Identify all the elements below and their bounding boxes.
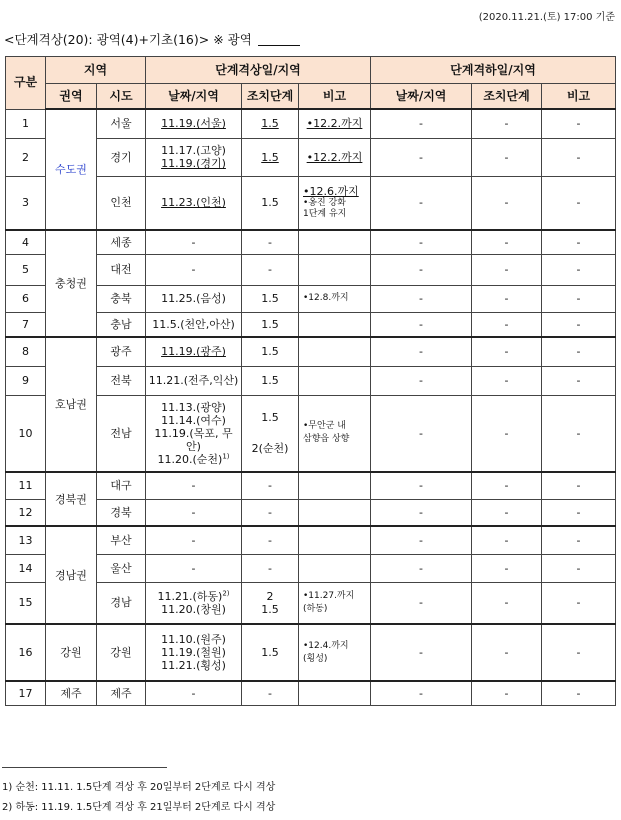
down-level-cell: - — [472, 366, 542, 395]
table-row — [6, 254, 616, 285]
up-level-cell — [242, 109, 299, 138]
up-date-line — [147, 453, 240, 466]
spacer — [243, 424, 297, 442]
up-date-line: 11.19.(경기) — [161, 157, 226, 170]
up-note-line: 삼향읍 상향 — [303, 434, 350, 445]
up-note-cell — [299, 624, 371, 681]
down-note-cell: - — [542, 176, 616, 230]
table-row — [6, 285, 616, 312]
table-caption — [4, 30, 300, 48]
down-level-cell: - — [472, 285, 542, 312]
up-date-text: 11.20.(순천) — [157, 452, 223, 466]
down-note-cell: - — [542, 681, 616, 705]
up-date-cell: - — [146, 472, 242, 499]
sido-cell: 대구 — [97, 472, 146, 499]
up-level-line: 1.5 — [261, 411, 279, 425]
up-level-line: 2(순천) — [251, 442, 289, 456]
up-note-cell — [299, 312, 371, 337]
row-number: 9 — [6, 366, 46, 395]
up-level-text: 1.5 — [261, 117, 279, 131]
up-level-cell — [242, 395, 299, 472]
up-level-cell — [242, 582, 299, 624]
header-down-date-region: 날짜/지역 — [371, 84, 472, 110]
down-note-cell: - — [542, 285, 616, 312]
up-note-text: •12.2.까지 — [306, 150, 363, 164]
table-row — [6, 337, 616, 366]
sido-cell: 강원 — [97, 624, 146, 681]
up-date-cell — [146, 395, 242, 472]
up-date-cell: - — [146, 526, 242, 554]
up-date-text: 11.19.(광주) — [161, 345, 226, 359]
up-note-line: (횡성) — [303, 653, 328, 664]
up-date-cell — [146, 109, 242, 138]
area-sudo: 수도권 — [46, 109, 97, 230]
up-note-cell — [299, 109, 371, 138]
up-date-text: 11.23.(인천) — [161, 196, 226, 210]
sido-cell: 부산 — [97, 526, 146, 554]
up-level-cell: 1.5 — [242, 337, 299, 366]
row-number: 17 — [6, 681, 46, 705]
up-date-cell: - — [146, 254, 242, 285]
row-number: 16 — [6, 624, 46, 681]
footnote-ref-2: 2) — [222, 589, 230, 598]
row-number: 11 — [6, 472, 46, 499]
up-date-cell — [146, 138, 242, 176]
sido-cell: 제주 — [97, 681, 146, 705]
header-stage-up: 단계격상일/지역 — [146, 57, 371, 84]
row-number: 15 — [6, 582, 46, 624]
up-level-cell: - — [242, 681, 299, 705]
up-note-cell — [299, 472, 371, 499]
up-level-text: 1.5 — [261, 150, 279, 164]
table-row — [6, 176, 616, 230]
up-note-line: •옹진 강화 — [303, 198, 346, 209]
down-level-cell: - — [472, 230, 542, 254]
down-date-cell: - — [371, 109, 472, 138]
up-note-cell — [299, 554, 371, 582]
up-level-line: 1.5 — [261, 602, 279, 616]
up-note-cell — [299, 254, 371, 285]
sido-cell: 경기 — [97, 138, 146, 176]
row-number: 6 — [6, 285, 46, 312]
up-date-cell: 11.25.(음성) — [146, 285, 242, 312]
down-level-cell: - — [472, 624, 542, 681]
up-level-cell: - — [242, 526, 299, 554]
down-date-cell: - — [371, 499, 472, 526]
table-row — [6, 472, 616, 499]
up-date-line: 11.10.(원주) — [161, 633, 226, 646]
area-chungcheong: 충청권 — [46, 230, 97, 337]
table-row — [6, 526, 616, 554]
header-up-note: 비고 — [299, 84, 371, 110]
sido-cell: 세종 — [97, 230, 146, 254]
up-note-line: •12.6.까지 — [303, 185, 359, 199]
down-date-cell: - — [371, 554, 472, 582]
down-date-cell: - — [371, 526, 472, 554]
footnote-1: 1) 순천: 11.11. 1.5단계 격상 후 20일부터 2단계로 다시 격상 — [2, 782, 276, 793]
down-date-cell: - — [371, 366, 472, 395]
down-level-cell: - — [472, 254, 542, 285]
down-level-cell: - — [472, 337, 542, 366]
sido-cell: 광주 — [97, 337, 146, 366]
header-up-date-region: 날짜/지역 — [146, 84, 242, 110]
header-stage-down: 단계격하일/지역 — [371, 57, 616, 84]
header-down-level: 조치단계 — [472, 84, 542, 110]
down-date-cell: - — [371, 138, 472, 176]
up-date-cell: - — [146, 554, 242, 582]
table-row — [6, 499, 616, 526]
up-note-cell — [299, 176, 371, 230]
up-date-line — [147, 590, 240, 603]
sido-cell: 경북 — [97, 499, 146, 526]
up-note-line: •무안군 내 — [303, 421, 346, 432]
row-number: 2 — [6, 138, 46, 176]
sido-cell: 충남 — [97, 312, 146, 337]
up-level-cell: 1.5 — [242, 312, 299, 337]
down-date-cell: - — [371, 176, 472, 230]
sido-cell: 인천 — [97, 176, 146, 230]
table-row — [6, 138, 616, 176]
table-row — [6, 109, 616, 138]
up-date-cell — [146, 176, 242, 230]
down-note-cell: - — [542, 138, 616, 176]
up-date-line: 11.17.(고양) — [161, 144, 226, 157]
sido-cell: 충북 — [97, 285, 146, 312]
caption-blank-line — [258, 45, 300, 46]
down-level-cell: - — [472, 109, 542, 138]
row-number: 14 — [6, 554, 46, 582]
up-level-cell: - — [242, 254, 299, 285]
down-level-cell: - — [472, 312, 542, 337]
down-note-cell: - — [542, 366, 616, 395]
down-level-cell: - — [472, 499, 542, 526]
table-row — [6, 366, 616, 395]
table-row — [6, 681, 616, 705]
area-gangwon: 강원 — [46, 624, 97, 681]
down-note-cell: - — [542, 109, 616, 138]
header-up-level: 조치단계 — [242, 84, 299, 110]
sido-cell: 대전 — [97, 254, 146, 285]
down-note-cell: - — [542, 337, 616, 366]
up-note-cell — [299, 366, 371, 395]
down-date-cell: - — [371, 337, 472, 366]
up-date-cell — [146, 582, 242, 624]
header-down-note: 비고 — [542, 84, 616, 110]
table-row — [6, 554, 616, 582]
down-level-cell: - — [472, 681, 542, 705]
footnote-ref-1: 1) — [222, 452, 230, 461]
down-note-cell: - — [542, 254, 616, 285]
stage-adjustment-table — [5, 56, 616, 706]
up-level-cell: - — [242, 554, 299, 582]
down-date-cell: - — [371, 681, 472, 705]
up-note-cell — [299, 499, 371, 526]
up-note-cell — [299, 526, 371, 554]
down-note-cell: - — [542, 230, 616, 254]
down-level-cell: - — [472, 526, 542, 554]
down-level-cell: - — [472, 554, 542, 582]
down-date-cell: - — [371, 624, 472, 681]
sido-cell: 울산 — [97, 554, 146, 582]
up-note-line: •12.4.까지 — [303, 640, 349, 651]
up-note-cell — [299, 337, 371, 366]
up-date-line: 11.19.(목포, 무안) — [154, 426, 233, 453]
down-date-cell: - — [371, 285, 472, 312]
up-note-cell — [299, 230, 371, 254]
down-note-cell: - — [542, 312, 616, 337]
area-jeju: 제주 — [46, 681, 97, 705]
up-date-cell: - — [146, 499, 242, 526]
down-note-cell: - — [542, 395, 616, 472]
sido-cell: 전남 — [97, 395, 146, 472]
row-number: 1 — [6, 109, 46, 138]
table-row — [6, 230, 616, 254]
row-number: 3 — [6, 176, 46, 230]
sido-cell: 경남 — [97, 582, 146, 624]
down-level-cell: - — [472, 472, 542, 499]
up-note-line: (하동) — [303, 603, 328, 614]
up-date-cell: - — [146, 681, 242, 705]
down-date-cell: - — [371, 254, 472, 285]
up-note-text: •12.2.까지 — [306, 117, 363, 131]
up-date-cell — [146, 624, 242, 681]
row-number: 13 — [6, 526, 46, 554]
down-level-cell: - — [472, 582, 542, 624]
sido-cell: 전북 — [97, 366, 146, 395]
down-date-cell: - — [371, 230, 472, 254]
down-note-cell: - — [542, 526, 616, 554]
up-date-line: 11.14.(여수) — [161, 413, 226, 427]
up-note-cell — [299, 395, 371, 472]
header-gubun: 구분 — [6, 57, 46, 110]
up-date-cell: 11.21.(전주,익산) — [146, 366, 242, 395]
row-number: 4 — [6, 230, 46, 254]
up-date-cell — [146, 337, 242, 366]
up-level-line: 2 — [266, 589, 274, 603]
row-number: 12 — [6, 499, 46, 526]
down-level-cell: - — [472, 176, 542, 230]
table-row — [6, 624, 616, 681]
up-note-cell — [299, 681, 371, 705]
area-gyeongbuk: 경북권 — [46, 472, 97, 526]
up-level-cell: 1.5 — [242, 366, 299, 395]
up-level-cell: - — [242, 230, 299, 254]
down-level-cell: - — [472, 138, 542, 176]
up-level-cell — [242, 138, 299, 176]
up-date-line: 11.20.(창원) — [161, 602, 226, 616]
up-date-text: 11.19.(서울) — [161, 117, 226, 131]
header-sido: 시도 — [97, 84, 146, 110]
down-note-cell: - — [542, 624, 616, 681]
reference-timestamp: (2020.11.21.(토) 17:00 기준 — [478, 12, 615, 23]
table-row — [6, 582, 616, 624]
up-level-cell: 1.5 — [242, 624, 299, 681]
up-date-cell: - — [146, 230, 242, 254]
up-date-text: 11.21.(하동) — [157, 589, 223, 603]
footnote-divider — [2, 767, 167, 768]
header-region: 지역 — [46, 57, 146, 84]
up-note-line: 1단계 유지 — [303, 209, 347, 220]
up-date-line: 11.21.(횡성) — [161, 659, 226, 672]
row-number: 10 — [6, 395, 46, 472]
footnote-2: 2) 하동: 11.19. 1.5단계 격상 후 21일부터 2단계로 다시 격상 — [2, 802, 276, 813]
up-level-cell: - — [242, 472, 299, 499]
down-date-cell: - — [371, 582, 472, 624]
table-row — [6, 312, 616, 337]
up-date-line: 11.13.(광양) — [161, 400, 226, 414]
down-note-cell: - — [542, 554, 616, 582]
up-date-line: 11.19.(철원) — [161, 646, 226, 659]
up-level-cell: 1.5 — [242, 176, 299, 230]
down-note-cell: - — [542, 582, 616, 624]
down-level-cell: - — [472, 395, 542, 472]
up-level-cell: 1.5 — [242, 285, 299, 312]
up-note-cell: •12.8.까지 — [299, 285, 371, 312]
area-honam: 호남권 — [46, 337, 97, 472]
row-number: 5 — [6, 254, 46, 285]
down-note-cell: - — [542, 499, 616, 526]
area-gyeongnam: 경남권 — [46, 526, 97, 624]
down-date-cell: - — [371, 312, 472, 337]
down-date-cell: - — [371, 395, 472, 472]
table-row — [6, 395, 616, 472]
row-number: 8 — [6, 337, 46, 366]
down-note-cell: - — [542, 472, 616, 499]
up-date-cell: 11.5.(천안,아산) — [146, 312, 242, 337]
up-note-line: •11.27.까지 — [303, 590, 355, 601]
header-area: 권역 — [46, 84, 97, 110]
caption-text: <단계격상(20): 광역(4)+기초(16)> ※ 광역 — [4, 32, 252, 47]
down-date-cell: - — [371, 472, 472, 499]
up-note-cell — [299, 138, 371, 176]
up-note-cell — [299, 582, 371, 624]
sido-cell: 서울 — [97, 109, 146, 138]
row-number: 7 — [6, 312, 46, 337]
up-level-cell: - — [242, 499, 299, 526]
